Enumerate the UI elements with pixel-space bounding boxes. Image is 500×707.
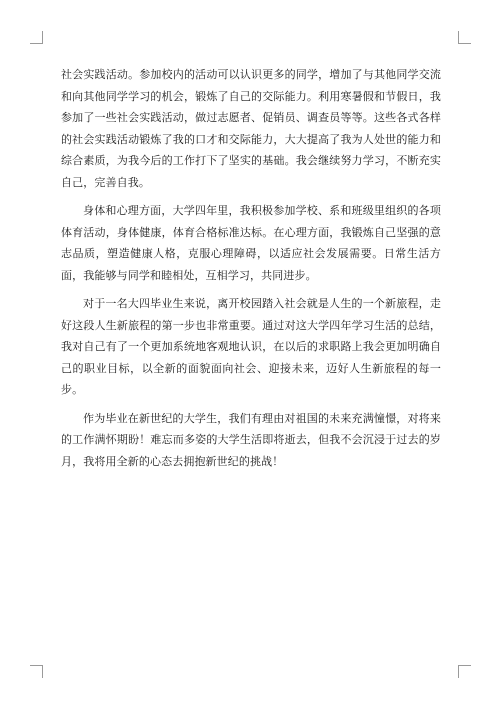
corner-mark-top-right — [458, 31, 471, 44]
paragraph-closing: 作为毕业在新世纪的大学生，我们有理由对祖国的未来充满憧憬，对将来的工作满怀期盼！难忘而多姿的大学生活即将逝去，但我不会沉浸于过去的岁月，我将用全新的心态去拥抱新世纪的挑战！ — [61, 411, 441, 468]
paragraph-new-journey: 对于一名大四毕业生来说，离开校园踏入社会就是人生的一个新旅程，走好这段人生新旅程的第一步也非常重要。通过对这大学四年学习生活的总结，我对自己有了一个更加系统地客观地认识，在以后的求职路上我会更加明确自己的职业目标，以全新的面貌面向社会、迎接未来，迈好人生新旅程的每一步。 — [61, 297, 441, 396]
paragraph-social-practice: 社会实践活动。参加校内的活动可以认识更多的同学，增加了与其他同学交流和向其他同学学习的机会，锻炼了自己的交际能力。利用寒暑假和节假日，我参加了一些社会实践活动，做过志愿者、促销员、调查员等等。这些各式各样的社会实践活动锻炼了我的口才和交际能力，大大提高了我为人处世的能力和综合素质，为我今后的工作打下了坚实的基础。我会继续努力学习，不断充实自己，完善自我。 — [61, 68, 441, 189]
paragraph-health: 身体和心理方面，大学四年里，我积极参加学校、系和班级里组织的各项体育活动，身体健康，体育合格标准达标。在心理方面，我锻炼自己坚强的意志品质，塑造健康人格，克服心理障碍，以适应社会发展需要。日常生活方面，我能够与同学和睦相处，互相学习，共同进步。 — [61, 204, 441, 282]
corner-mark-bottom-right — [458, 665, 471, 678]
corner-mark-bottom-left — [30, 665, 43, 678]
document-body — [61, 64, 441, 479]
corner-mark-top-left — [30, 31, 43, 44]
